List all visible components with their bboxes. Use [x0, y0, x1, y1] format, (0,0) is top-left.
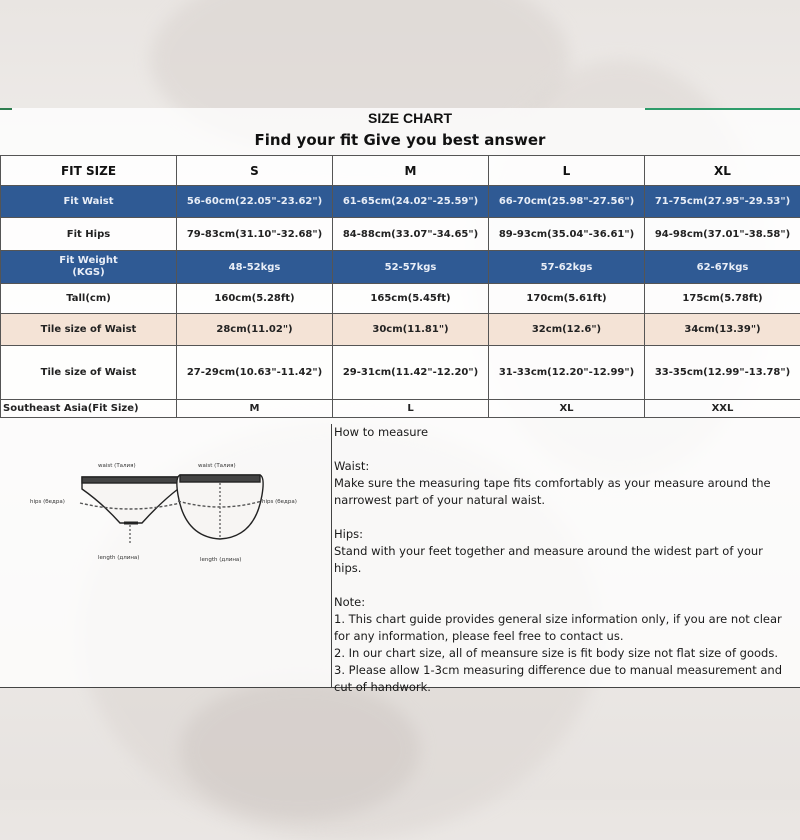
table-header-row: [1, 156, 800, 186]
table-cell: 160cm(5.28ft): [177, 284, 333, 314]
table-row: [1, 346, 800, 400]
row-label: Fit Hips: [1, 218, 177, 251]
header-cell: M: [333, 156, 489, 186]
table-row: [1, 251, 800, 284]
table-cell: 32cm(12.6"): [489, 314, 645, 346]
table-cell: 48-52kgs: [177, 251, 333, 284]
table-cell: 89-93cm(35.04"-36.61"): [489, 218, 645, 251]
table-cell: 61-65cm(24.02"-25.59"): [333, 186, 489, 218]
row-label: Southeast Asia(Fit Size): [1, 400, 177, 418]
row-label: [1, 251, 177, 284]
table-cell: 29-31cm(11.42"-12.20"): [333, 346, 489, 400]
how-to-heading: How to measure: [334, 424, 789, 441]
table-cell: 94-98cm(37.01"-38.58"): [645, 218, 800, 251]
brief-back-drawing: [177, 475, 263, 539]
underwear-diagram-illustration: [20, 455, 325, 585]
background-photo: [180, 680, 420, 820]
page-title: SIZE CHART: [0, 110, 800, 126]
note-item: 3. Please allow 1-3cm measuring difference due to manual measurement and cut of handwork.: [334, 662, 789, 696]
brief-front-drawing: [80, 477, 180, 545]
table-cell: 71-75cm(27.95"-29.53"): [645, 186, 800, 218]
length-label: length (длина): [98, 555, 139, 561]
header-cell: S: [177, 156, 333, 186]
row-label: Fit Waist: [1, 186, 177, 218]
table-cell: 33-35cm(12.99"-13.78"): [645, 346, 800, 400]
table-cell: 31-33cm(12.20"-12.99"): [489, 346, 645, 400]
table-row: [1, 186, 800, 218]
note-item: 2. In our chart size, all of meansure size is fit body size not flat size of goods.: [334, 645, 789, 662]
hips-instructions: Stand with your feet together and measure around the widest part of your hips.: [334, 543, 789, 577]
waist-label: waist (Талия): [198, 463, 236, 469]
header-cell: FIT SIZE: [1, 156, 177, 186]
waist-title: Waist:: [334, 458, 789, 475]
row-label: Tile size of Waist: [1, 346, 177, 400]
table-cell: 34cm(13.39"): [645, 314, 800, 346]
column-divider: [331, 424, 332, 688]
table-cell: 56-60cm(22.05"-23.62"): [177, 186, 333, 218]
how-to-measure: [334, 424, 789, 696]
table-cell: 165cm(5.45ft): [333, 284, 489, 314]
note-item: 1. This chart guide provides general size information only, if you are not clear for any information, please feel free to contact us.: [334, 611, 789, 645]
hips-label: hips (бедра): [262, 499, 297, 505]
hips-title: Hips:: [334, 526, 789, 543]
table-cell: 66-70cm(25.98"-27.56"): [489, 186, 645, 218]
measurement-diagram: [20, 455, 325, 585]
header-cell: XL: [645, 156, 800, 186]
table-row: [1, 400, 800, 418]
note-title: Note:: [334, 594, 789, 611]
table-row: [1, 218, 800, 251]
table-cell: 30cm(11.81"): [333, 314, 489, 346]
table-cell: XXL: [645, 400, 800, 418]
table-cell: 79-83cm(31.10"-32.68"): [177, 218, 333, 251]
table-cell: 27-29cm(10.63"-11.42"): [177, 346, 333, 400]
table-cell: 52-57kgs: [333, 251, 489, 284]
header-cell: L: [489, 156, 645, 186]
row-label-line: (KGS): [72, 267, 104, 278]
table-row: [1, 284, 800, 314]
table-cell: 170cm(5.61ft): [489, 284, 645, 314]
row-label: Tile size of Waist: [1, 314, 177, 346]
hips-label: hips (бедра): [30, 499, 65, 505]
table-cell: XL: [489, 400, 645, 418]
waist-label: waist (Талия): [98, 463, 136, 469]
row-label-line: Fit Weight: [59, 255, 117, 266]
table-cell: L: [333, 400, 489, 418]
table-cell: 84-88cm(33.07"-34.65"): [333, 218, 489, 251]
size-table: [0, 155, 800, 418]
table-cell: 57-62kgs: [489, 251, 645, 284]
row-label: Tall(cm): [1, 284, 177, 314]
length-label: length (длина): [200, 557, 241, 563]
waist-instructions: Make sure the measuring tape fits comfortably as your measure around the narrowest part of your natural waist.: [334, 475, 789, 509]
page-subtitle: Find your fit Give you best answer: [0, 131, 800, 149]
table-cell: 62-67kgs: [645, 251, 800, 284]
table-cell: M: [177, 400, 333, 418]
table-cell: 28cm(11.02"): [177, 314, 333, 346]
table-cell: 175cm(5.78ft): [645, 284, 800, 314]
table-row: [1, 314, 800, 346]
